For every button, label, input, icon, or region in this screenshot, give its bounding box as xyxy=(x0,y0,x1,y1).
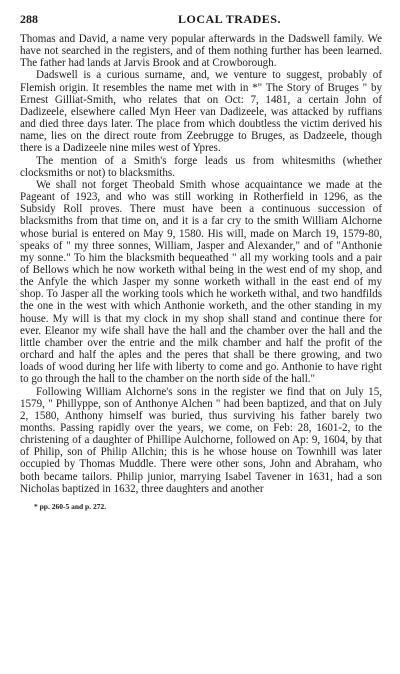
paragraph-alchorne-sons: Following William Alchorne's sons in the register we find that on July 15, 1579, " Phillyppe, son of Anthonye Alchen " had been baptized, and that on July 2, 1580, Anthony himself was buried, thus surviving his father barely two months. Passing rapidly over the years, we come, on Feb: 28, 1601-2, to the christening of a daughter of Phillipe Aulchorne, followed on Ap: 9, 1604, by that of Philip, son of Philip Allchin; this is he whose house on Townhill was later occupied by Thomas Muddle. There were other sons, John and Abraham, who both became tailors. Philip junior, marrying Isabel Tavener in 1631, had a son Nicholas baptized in 1632, three daughters and another xyxy=(20,385,382,495)
page-header xyxy=(20,12,382,28)
paragraph-flemish-origin: Dadswell is a curious surname, and, we venture to suggest, probably of Flemish origin. It resembles the name met with in *" The Story of Bruges " by Ernest Gilliat-Smith, who relates that on Oct: 7, 1481, a certain John of Dadizeele, elsewhere called Myn Heer van Dadizeele, was attacked by ruffians and died three days later. The place from which doubtless the victim derived his name, lies on the direct route from Zeebrugge to Bruges, as Dadzeele, though there is a Dadizeele nine miles west of Ypres. xyxy=(20,69,382,155)
paragraph-smiths-forge: The mention of a Smith's forge leads us from whitesmiths (whether clocksmiths or not) to blacksmiths. xyxy=(20,154,382,179)
paragraph-dadswell-family: Thomas and David, a name very popular afterwards in the Dadswell family. We have not searched in the registers, and of them nothing further has been learned. The father had lands at Jarvis Brook and at Crowborough. xyxy=(20,33,382,70)
running-title: LOCAL TRADES. xyxy=(178,12,281,26)
paragraph-theobald-smith: We shall not forget Theobald Smith whose acquaintance we made at the Pageant of 1923, and who was still working in Rotherfield in 1296, as the Subsidy Roll proves. There must have been a continuous succession of blacksmiths from that time on, and it is a far cry to the smith William Alchorne whose burial is entered on May 9, 1580. His will, made on March 19, 1579-80, speaks of " my three sonnes, William, Jasper and Alexander," and of "Anthonie my sonne." To him the blacksmith bequeathed " all my working tools and a pair of Bellows which he now worketh withal being in the west end of my shop, and the Anfyle the which Jasper my sonne worketh withall in the east end of my shop. To Jasper all the working tools which he worketh withal, and two handfilds the one in the west with which Anthonie worketh, and the other standing in my house. My will is that my clock in my shop shall stand and continue there for ever. Eleanor my wife shall have the hall and the chamber over the hall and the little chamber over the entrie and the milk chamber and half the profit of the orchard and half the aples and the peres that shall be there growing, and two loads of wood during her life with liberty to come and go. Anthonie to have right to go through the hall to the chamber on the north side of the hall." xyxy=(20,178,382,386)
page-number: 288 xyxy=(20,12,38,26)
book-page xyxy=(20,12,382,511)
footnote: * pp. 260-5 and p. 272. xyxy=(34,501,107,511)
body-text xyxy=(20,33,382,495)
